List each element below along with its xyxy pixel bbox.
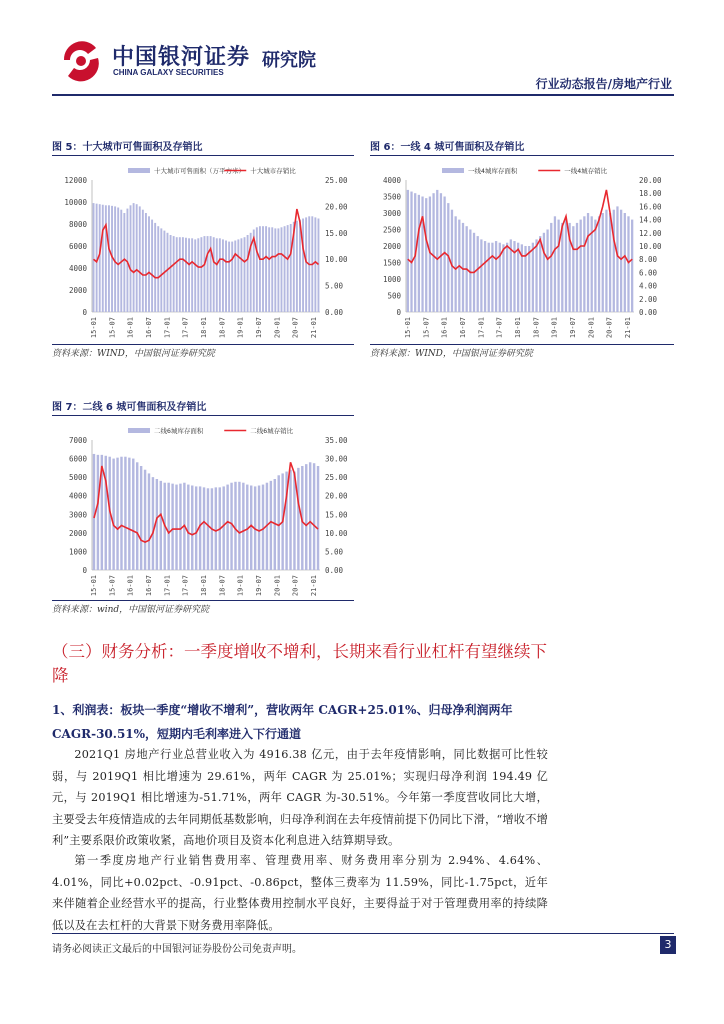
bar xyxy=(133,203,135,312)
bar xyxy=(108,205,110,312)
bar xyxy=(116,458,118,570)
bar xyxy=(175,485,177,570)
bar xyxy=(274,228,276,312)
bar xyxy=(144,470,146,570)
y-tick-label-left: 3000 xyxy=(382,209,401,218)
x-tick-label: 15-07 xyxy=(422,317,431,339)
y-tick-label-left: 2000 xyxy=(382,242,401,251)
figure-5-chart xyxy=(52,162,362,342)
bar xyxy=(317,466,319,570)
figure-7-bottom-rule xyxy=(52,600,354,601)
footer-disclaimer: 请务必阅读正文最后的中国银河证券股份公司免责声明。 xyxy=(52,944,302,955)
bar xyxy=(620,210,622,312)
legend-line-label: 十大城市存销比 xyxy=(250,167,296,175)
x-tick-label: 20-07 xyxy=(605,317,614,339)
y-tick-label-right: 2.00 xyxy=(639,294,658,304)
figure-7-caption: 图 7：二线 6 城可售面积及存销比 xyxy=(52,402,207,413)
bar xyxy=(200,237,202,312)
y-tick-label-left: 6000 xyxy=(68,454,87,464)
x-tick-label: 19-07 xyxy=(255,575,263,597)
bar xyxy=(179,484,181,570)
y-tick-label-left: 2000 xyxy=(68,528,87,538)
bar xyxy=(160,481,162,570)
y-tick-label-left: 5000 xyxy=(68,473,87,483)
bar xyxy=(262,226,264,312)
bar xyxy=(105,456,107,570)
bar xyxy=(609,213,611,312)
bar xyxy=(613,210,615,312)
bar xyxy=(528,246,530,312)
bar xyxy=(278,475,280,570)
bar xyxy=(179,237,181,312)
bar xyxy=(112,459,114,570)
x-tick-label: 16-07 xyxy=(145,575,153,597)
y-tick-label-right: 6.00 xyxy=(639,268,658,278)
bar xyxy=(197,238,199,312)
bar xyxy=(117,208,119,313)
bar xyxy=(185,238,187,312)
x-tick-label: 16-07 xyxy=(459,317,467,339)
bar xyxy=(132,459,134,570)
bar xyxy=(305,464,307,570)
y-tick-label-left: 7000 xyxy=(68,436,87,445)
y-tick-label-left: 1000 xyxy=(68,547,87,557)
y-tick-label-left: 2000 xyxy=(68,286,87,295)
bar xyxy=(237,239,239,312)
bar xyxy=(624,213,626,312)
bar xyxy=(535,239,537,312)
x-tick-label: 17-01 xyxy=(163,575,172,597)
bar xyxy=(242,483,244,570)
y-tick-label-left: 4000 xyxy=(382,176,401,185)
y-tick-label-right: 20.00 xyxy=(639,176,662,185)
bar xyxy=(546,230,548,313)
legend-line-label: 一线4城存销比 xyxy=(564,167,608,175)
bar xyxy=(234,241,236,313)
bar xyxy=(204,236,206,312)
y-tick-label-left: 0 xyxy=(82,308,87,317)
bar xyxy=(271,227,273,312)
y-tick-label-left: 1500 xyxy=(382,258,401,268)
y-tick-label-right: 10.00 xyxy=(325,528,348,538)
bar xyxy=(631,220,633,312)
bar xyxy=(502,244,504,312)
bar xyxy=(96,204,98,312)
y-tick-label-right: 8.00 xyxy=(639,255,658,265)
bar xyxy=(105,205,107,312)
y-tick-label-right: 20.00 xyxy=(325,202,348,212)
legend-bar-swatch xyxy=(128,168,150,173)
bar xyxy=(167,483,169,570)
bar xyxy=(97,455,99,570)
bar xyxy=(281,227,283,312)
figure-6-bottom-rule xyxy=(370,344,674,345)
bar xyxy=(539,236,541,312)
bar xyxy=(495,241,497,312)
bar xyxy=(195,486,197,570)
x-tick-label: 19-07 xyxy=(255,317,263,339)
figure-5-caption: 图 5：十大城市可售面积及存销比 xyxy=(52,142,203,153)
bar xyxy=(554,216,556,312)
bar xyxy=(188,238,190,312)
bar xyxy=(139,206,141,312)
bar xyxy=(302,219,304,313)
x-tick-label: 17-07 xyxy=(181,575,190,597)
x-tick-label: 15-01 xyxy=(404,317,412,339)
bar xyxy=(256,227,258,312)
y-tick-label-right: 12.00 xyxy=(639,228,662,238)
y-tick-label-right: 18.00 xyxy=(639,189,662,199)
y-tick-label-left: 0 xyxy=(396,308,401,317)
bar xyxy=(557,220,559,312)
bar xyxy=(410,192,412,312)
bar xyxy=(506,243,508,312)
x-tick-label: 18-01 xyxy=(514,317,522,339)
x-tick-label: 18-07 xyxy=(218,575,227,597)
bar xyxy=(432,193,434,312)
bar xyxy=(228,242,230,312)
y-tick-label-left: 10000 xyxy=(64,198,87,207)
bar xyxy=(152,477,154,570)
y-tick-label-left: 0 xyxy=(82,566,87,575)
x-tick-label: 15-01 xyxy=(90,575,98,597)
y-tick-label-left: 4000 xyxy=(68,491,87,501)
x-tick-label: 20-01 xyxy=(587,317,596,339)
bar xyxy=(289,470,291,570)
bar xyxy=(136,204,138,312)
bar xyxy=(191,486,193,571)
bar xyxy=(231,242,233,312)
bar xyxy=(187,485,189,570)
legend-bar-label: 二线6城库存面积 xyxy=(154,427,204,435)
y-tick-label-left: 3500 xyxy=(382,192,401,202)
bar xyxy=(517,243,519,312)
header xyxy=(0,0,724,96)
institute-label: 研究院 xyxy=(262,50,316,71)
bar xyxy=(598,216,600,312)
y-tick-label-right: 0.00 xyxy=(325,308,344,317)
bar xyxy=(171,484,173,570)
bar xyxy=(477,236,479,312)
x-tick-label: 20-07 xyxy=(291,575,300,597)
figure-5-rule xyxy=(52,155,354,156)
bar xyxy=(157,226,159,312)
bar xyxy=(160,228,162,312)
bar xyxy=(314,217,316,312)
bar xyxy=(270,481,272,570)
bar xyxy=(250,486,252,571)
bar xyxy=(216,238,218,312)
bar xyxy=(616,206,618,312)
header-rule xyxy=(52,94,674,96)
bar xyxy=(219,238,221,312)
y-tick-label-right: 5.00 xyxy=(325,547,344,557)
x-tick-label: 18-07 xyxy=(532,317,541,339)
bar xyxy=(576,223,578,312)
figure-6-rule xyxy=(370,155,674,156)
bar xyxy=(572,226,574,312)
bar xyxy=(194,239,196,312)
bar xyxy=(182,237,184,312)
figure-7-chart xyxy=(52,422,362,600)
section-title: （三）财务分析：一季度增收不增利，长期来看行业杠杆有望继续下降 xyxy=(52,642,547,685)
bar xyxy=(259,226,261,312)
y-tick-label-left: 12000 xyxy=(64,176,87,185)
bar xyxy=(124,457,126,570)
bar xyxy=(230,483,232,570)
bar xyxy=(123,213,125,312)
bar xyxy=(191,238,193,312)
bar xyxy=(451,210,453,312)
bar xyxy=(142,210,144,312)
bar xyxy=(128,458,130,570)
bar xyxy=(226,485,228,570)
bar xyxy=(550,223,552,312)
x-tick-label: 16-01 xyxy=(126,575,135,597)
bar xyxy=(532,243,534,312)
y-tick-label-right: 5.00 xyxy=(325,281,344,291)
y-tick-label-left: 500 xyxy=(387,291,401,301)
bar xyxy=(591,216,593,312)
bar xyxy=(296,221,298,312)
y-tick-label-right: 30.00 xyxy=(325,454,348,464)
y-tick-label-right: 10.00 xyxy=(325,255,348,265)
y-tick-label-right: 10.00 xyxy=(639,242,662,251)
figure-5-bottom-rule xyxy=(52,344,354,345)
figure-7-source: 资料来源：wind，中国银河证券研究院 xyxy=(52,605,210,615)
ratio-line xyxy=(94,462,318,542)
bar xyxy=(561,223,563,312)
x-tick-label: 20-01 xyxy=(273,317,282,339)
bar xyxy=(102,205,104,312)
bar xyxy=(258,486,260,571)
y-tick-label-right: 4.00 xyxy=(639,281,658,291)
y-tick-label-right: 14.00 xyxy=(639,215,662,225)
bar xyxy=(156,479,158,570)
x-tick-label: 16-07 xyxy=(145,317,153,339)
bar xyxy=(240,238,242,312)
bar xyxy=(277,228,279,312)
bar xyxy=(580,220,582,312)
bar xyxy=(583,216,585,312)
bar xyxy=(130,205,132,312)
section-subtitle: 1、利润表：板块一季度“增收不增利”，营收两年 CAGR+25.01%、归母净利润两年 CAGR-30.51%，短期内毛利率进入下行通道 xyxy=(52,703,513,741)
bar xyxy=(167,233,169,312)
bar xyxy=(213,237,215,312)
bar xyxy=(225,241,227,313)
bar xyxy=(173,236,175,312)
bar xyxy=(222,486,224,570)
bar xyxy=(238,482,240,570)
bar xyxy=(151,220,153,312)
legend-bar-swatch xyxy=(128,428,150,433)
x-tick-label: 18-01 xyxy=(200,317,208,339)
y-tick-label-right: 0.00 xyxy=(325,566,344,575)
report-type: 行业动态报告/房地产行业 xyxy=(535,77,672,91)
bar xyxy=(309,462,311,570)
bar xyxy=(148,473,150,570)
bar xyxy=(207,236,209,312)
bar xyxy=(268,227,270,312)
y-tick-label-left: 8000 xyxy=(68,220,87,229)
x-tick-label: 19-07 xyxy=(569,317,577,339)
x-tick-label: 19-01 xyxy=(236,317,245,339)
legend-line-label: 二线6城存销比 xyxy=(250,427,294,435)
figure-6-chart xyxy=(366,162,676,342)
y-tick-label-right: 25.00 xyxy=(325,473,348,483)
x-tick-label: 21-01 xyxy=(310,317,318,339)
y-tick-label-right: 0.00 xyxy=(639,308,658,317)
x-tick-label: 21-01 xyxy=(310,575,318,597)
figure-6-caption: 图 6：一线 4 城可售面积及存销比 xyxy=(370,142,525,153)
bar xyxy=(313,463,315,570)
bar xyxy=(440,193,442,312)
x-tick-label: 15-01 xyxy=(90,317,98,339)
y-tick-label-right: 25.00 xyxy=(325,176,348,185)
bar xyxy=(543,233,545,312)
x-tick-label: 17-01 xyxy=(477,317,486,339)
bar xyxy=(93,203,95,312)
legend-bar-label: 十大城市可售面积（万平方米） xyxy=(154,167,245,175)
bar xyxy=(627,216,629,312)
x-tick-label: 18-01 xyxy=(200,575,208,597)
legend-bar-label: 一线4城库存面积 xyxy=(468,167,518,175)
bar xyxy=(222,239,224,312)
x-tick-label: 20-01 xyxy=(273,575,282,597)
y-tick-label-left: 3000 xyxy=(68,510,87,520)
bar xyxy=(480,239,482,312)
bar xyxy=(455,216,457,312)
bar xyxy=(421,197,423,313)
brand-name-cn: 中国银河证券 xyxy=(112,45,251,70)
bar xyxy=(305,217,307,312)
x-tick-label: 20-07 xyxy=(291,317,300,339)
bar xyxy=(594,220,596,312)
bar xyxy=(207,488,209,570)
bar xyxy=(247,235,249,312)
y-tick-label-right: 16.00 xyxy=(639,202,662,212)
y-tick-label-left: 2500 xyxy=(382,225,401,235)
x-tick-label: 16-01 xyxy=(440,317,449,339)
bar xyxy=(297,468,299,570)
bar xyxy=(318,219,320,313)
y-tick-label-left: 1000 xyxy=(382,275,401,284)
paragraph-2: 第一季度房地产行业销售费用率、管理费用率、财务费用率分别为 2.94%、4.64%、4.01%，同比+0.02pct、-0.91pct、-0.86pct，整体三费率为 11.59%，同比-1.75pct，近年来伴随着企业经营水平的提高，行业整体费用控制水平良好，主要得益于对于管理费用率的持续降低以及在去杠杆的大背景下财务费用率降低。 xyxy=(52,854,548,932)
bar xyxy=(605,210,607,312)
bar xyxy=(234,482,236,570)
x-tick-label: 17-01 xyxy=(163,317,172,339)
galaxy-logo-icon xyxy=(56,36,106,84)
bar xyxy=(484,241,486,312)
x-tick-label: 16-01 xyxy=(126,317,135,339)
bar xyxy=(265,226,267,312)
bar xyxy=(293,472,295,570)
page-number: 3 xyxy=(660,936,676,954)
bar xyxy=(407,190,409,312)
figure-7-rule xyxy=(52,415,354,416)
bar xyxy=(215,487,217,570)
y-tick-label-left: 4000 xyxy=(68,264,87,273)
bar xyxy=(425,198,427,312)
bar xyxy=(154,223,156,312)
y-tick-label-right: 35.00 xyxy=(325,436,348,445)
y-tick-label-right: 15.00 xyxy=(325,510,348,520)
bar xyxy=(602,213,604,312)
x-tick-label: 17-07 xyxy=(181,317,190,339)
paragraph-1: 2021Q1 房地产行业总营业收入为 4916.38 亿元，由于去年疫情影响，同比数据可比性较弱，与 2019Q1 相比增速为 29.61%，两年 CAGR 为 25.01%；实现归母净利润 194.49 亿元，与 2019Q1 相比增速为-51.71%，两年 CAGR 为-30.51%。今年第一季度营收同比大增，主要受去年疫情造成的去年同期低基数影响，归母净利润在去年疫情前提下仍同比下滑，“增收不增利”主要系限价政策收紧，高地价项目及资本化利息进入结算期导致。 xyxy=(52,748,548,847)
x-tick-label: 15-07 xyxy=(108,575,117,597)
footer-rule xyxy=(52,933,674,934)
x-tick-label: 18-07 xyxy=(218,317,227,339)
x-tick-label: 21-01 xyxy=(624,317,632,339)
bar xyxy=(284,226,286,312)
bar xyxy=(565,220,567,312)
brand-name-en: CHINA GALAXY SECURITIES xyxy=(113,68,224,77)
bar xyxy=(140,466,142,570)
x-tick-label: 15-07 xyxy=(108,317,117,339)
figure-6-source: 资料来源：WIND，中国银河证券研究院 xyxy=(370,349,533,359)
bar xyxy=(418,195,420,312)
x-tick-label: 19-01 xyxy=(236,575,245,597)
bar xyxy=(491,243,493,312)
x-tick-label: 17-07 xyxy=(495,317,504,339)
x-tick-label: 19-01 xyxy=(550,317,559,339)
bar xyxy=(120,457,122,570)
y-tick-label-right: 20.00 xyxy=(325,491,348,501)
bar xyxy=(287,225,289,312)
figure-5-source: 资料来源：WIND，中国银河证券研究院 xyxy=(52,349,215,359)
bar xyxy=(488,243,490,312)
bar xyxy=(290,224,292,312)
bar xyxy=(136,462,138,570)
bar xyxy=(176,237,178,312)
y-tick-label-right: 15.00 xyxy=(325,228,348,238)
bar xyxy=(203,487,205,570)
bar xyxy=(436,190,438,312)
bar xyxy=(99,204,101,312)
bar xyxy=(145,213,147,312)
bar xyxy=(244,237,246,312)
legend-bar-swatch xyxy=(442,168,464,173)
y-tick-label-left: 6000 xyxy=(68,242,87,251)
bar xyxy=(148,216,150,312)
bar xyxy=(587,213,589,312)
bar xyxy=(170,235,172,312)
